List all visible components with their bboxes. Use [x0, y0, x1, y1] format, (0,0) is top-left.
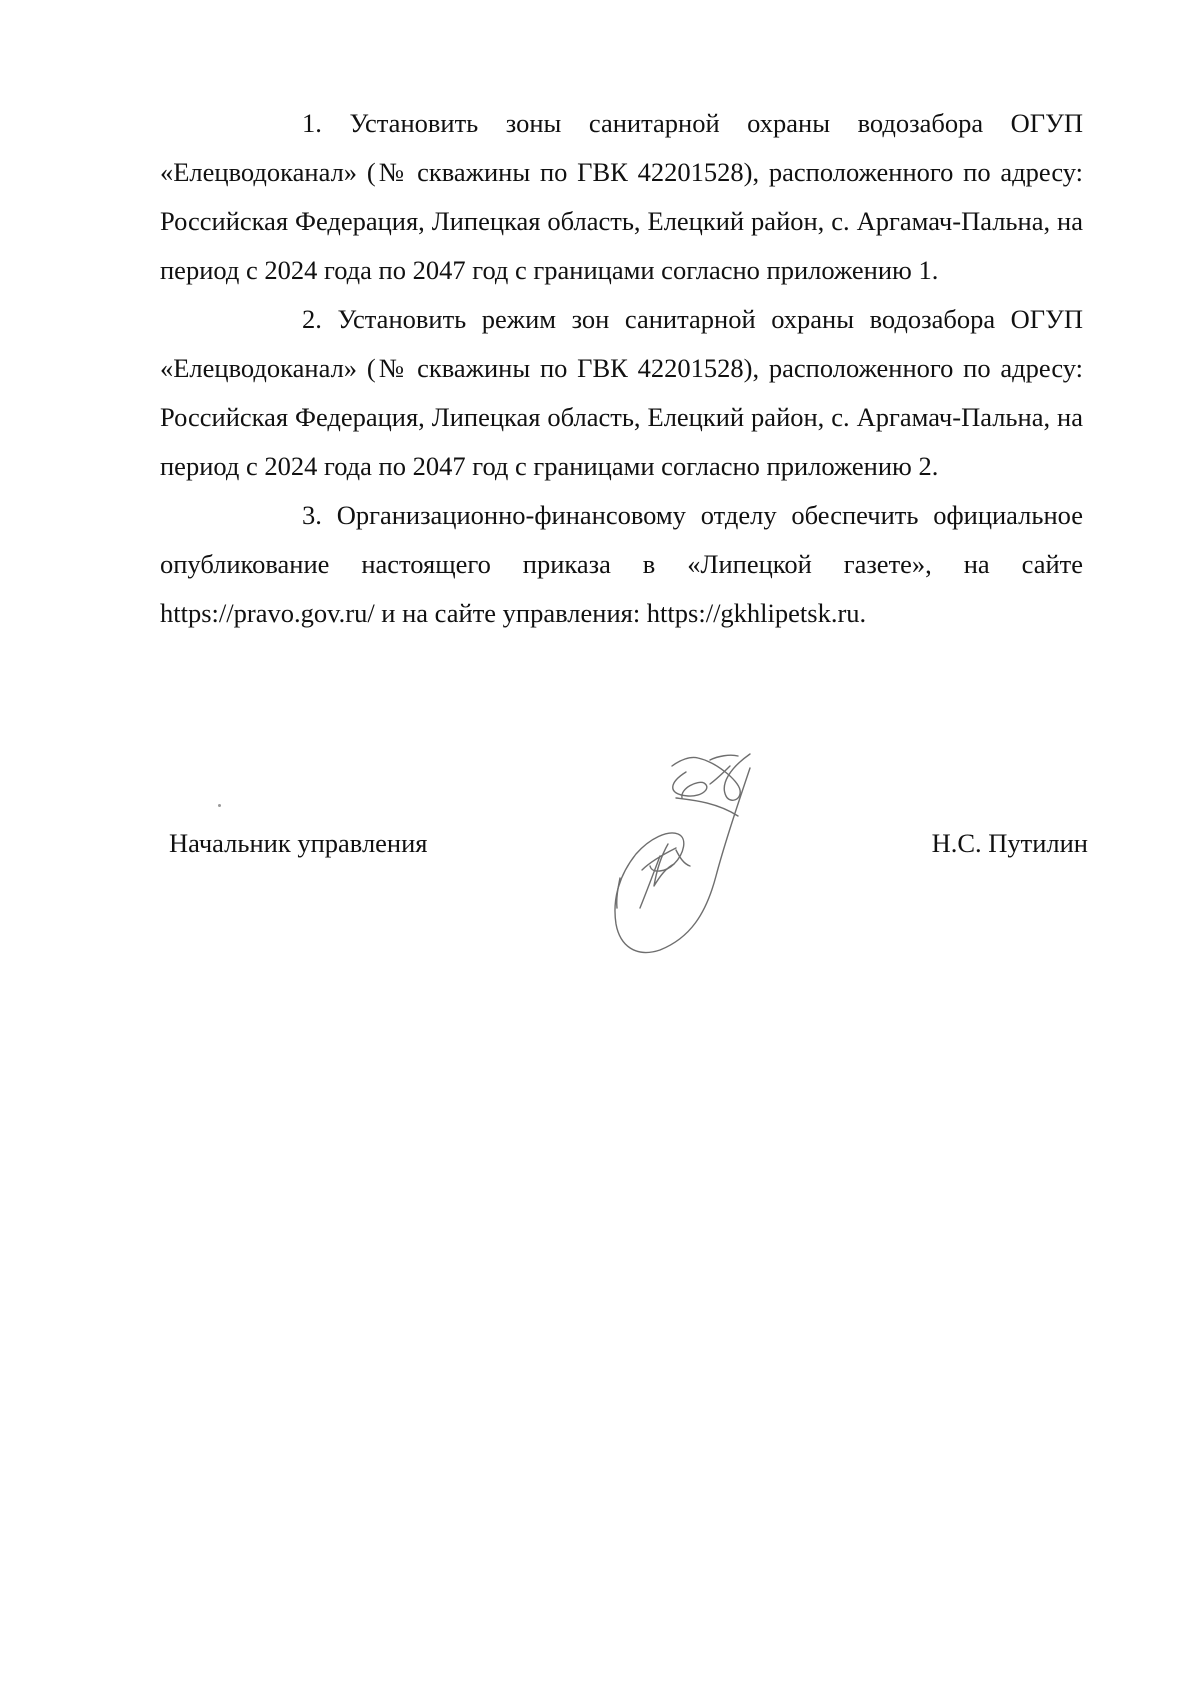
scan-speck: [218, 804, 221, 807]
signatory-position: Начальник управления: [169, 828, 428, 858]
signatory-name: Н.С. Путилин: [931, 828, 1088, 858]
paragraph-number: 3.: [302, 500, 322, 530]
paragraph-text: Организационно-финансовому отделу обеспечить официальное опубликование настоящего приказа в «Липецкой газете», на сайте https://pravo.gov.ru/ и на сайте управления: https://gkhlipetsk.ru.: [160, 500, 1084, 628]
document-body: [160, 99, 1083, 638]
paragraph-2: [160, 295, 1083, 491]
paragraph-3: [160, 491, 1083, 638]
paragraph-text: Установить режим зон санитарной охраны водозабора ОГУП «Елецводоканал» (№ скважины по ГВК 42201528), расположенного по адресу: Российская Федерация, Липецкая область, Елецкий район, с. Аргамач-Пальна, на период с 2024 года по 2047 год с границами согласно приложению 2.: [160, 304, 1084, 481]
paragraph-number: 1.: [302, 108, 322, 138]
paragraph-number: 2.: [302, 304, 322, 334]
paragraph-text: Установить зоны санитарной охраны водозабора ОГУП «Елецводоканал» (№ скважины по ГВК 42201528), расположенного по адресу: Российская Федерация, Липецкая область, Елецкий район, с. Аргамач-Пальна, на период с 2024 года по 2047 год с границами согласно приложению 1.: [160, 108, 1084, 285]
paragraph-1: [160, 99, 1083, 295]
handwritten-signature: [580, 738, 800, 978]
